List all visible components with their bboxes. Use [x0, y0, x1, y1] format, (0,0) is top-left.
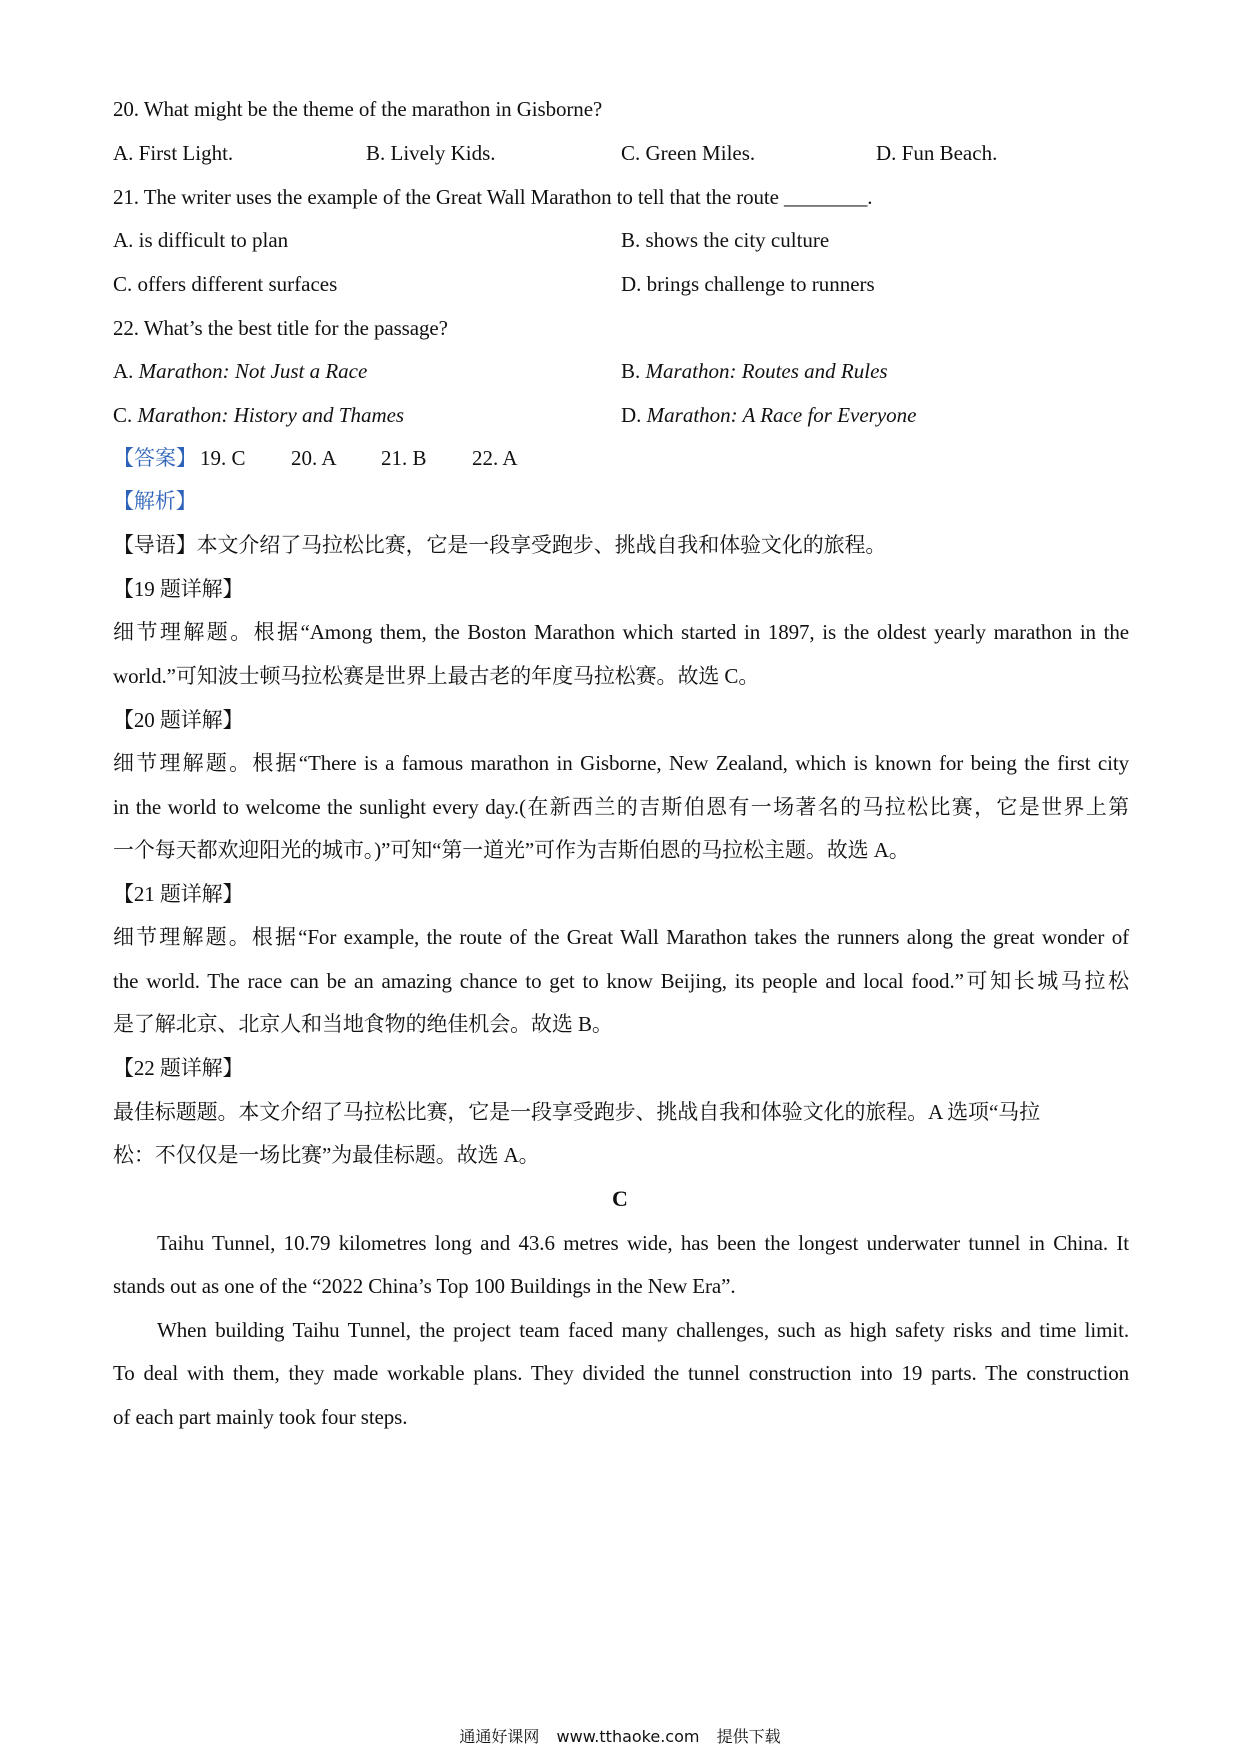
guide-text: 【导语】本文介绍了马拉松比赛，它是一段享受跑步、挑战自我和体验文化的旅程。 — [113, 533, 887, 557]
detail-20-line-2: in the world to welcome the sunlight every day.(在新西兰的吉斯伯恩有一场著名的马拉松比赛，它是世界上第 — [113, 795, 1129, 819]
question-21-options-row-2 — [0, 270, 1240, 298]
question-21-option-b: B. shows the city culture — [621, 228, 830, 252]
question-22-option-b — [621, 357, 888, 385]
page-footer — [0, 1727, 1240, 1747]
option-title: Marathon: Not Just a Race — [138, 359, 368, 383]
option-title: Marathon: History and Thames — [137, 403, 405, 427]
option-letter: C. — [113, 403, 138, 427]
analysis-label: 【解析】 — [113, 489, 197, 513]
question-21-option-c: C. offers different surfaces — [113, 272, 338, 296]
answer-22: 22. A — [472, 446, 518, 470]
detail-22-line-1: 最佳标题题。本文介绍了马拉松比赛，它是一段享受跑步、挑战自我和体验文化的旅程。A 选项“马拉 — [113, 1100, 1040, 1124]
option-letter: D. — [621, 403, 647, 427]
question-20-option-d: D. Fun Beach. — [876, 141, 998, 165]
detail-22-line-2: 松：不仅仅是一场比赛”为最佳标题。故选 A。 — [113, 1143, 540, 1167]
question-20-option-b: B. Lively Kids. — [366, 141, 496, 165]
answer-21: 21. B — [381, 446, 427, 470]
section-c-paragraph-1-line-2: stands out as one of the “2022 China’s Top 100 Buildings in the New Era”. — [113, 1274, 736, 1298]
question-21-stem: 21. The writer uses the example of the Great Wall Marathon to tell that the route ________. — [113, 185, 873, 209]
detail-21-line-1: 细节理解题。根据“For example, the route of the Great Wall Marathon takes the runners along the great wonder of — [113, 925, 1129, 949]
question-20-option-a: A. First Light. — [113, 141, 234, 165]
answer-label: 【答案】 — [113, 446, 197, 470]
detail-21-line-3: 是了解北京、北京人和当地食物的绝佳机会。故选 B。 — [113, 1012, 613, 1036]
detail-19-line-1: 细节理解题。根据“Among them, the Boston Marathon which started in 1897, is the oldest yearly marathon in the — [113, 620, 1129, 644]
question-22-option-c — [113, 401, 404, 429]
option-title: Marathon: Routes and Rules — [645, 359, 888, 383]
answer-19: 19. C — [200, 446, 246, 470]
section-c-title: C — [612, 1186, 628, 1211]
section-c-paragraph-2-line-3: of each part mainly took four steps. — [113, 1405, 408, 1429]
section-c-paragraph-2-line-1: When building Taihu Tunnel, the project team faced many challenges, such as high safety risks and time limit. — [157, 1318, 1129, 1342]
detail-20-heading: 【20 题详解】 — [113, 708, 244, 732]
question-22-stem: 22. What’s the best title for the passage? — [113, 316, 448, 340]
detail-19-heading: 【19 题详解】 — [113, 577, 244, 601]
answer-20: 20. A — [291, 446, 337, 470]
footer-url[interactable]: www.tthaoke.com — [556, 1727, 700, 1746]
option-title: Marathon: A Race for Everyone — [646, 403, 917, 427]
detail-19-line-2: world.”可知波士顿马拉松赛是世界上最古老的年度马拉松赛。故选 C。 — [113, 664, 760, 688]
question-22-option-d — [621, 401, 917, 429]
section-c-paragraph-1-line-1: Taihu Tunnel, 10.79 kilometres long and 43.6 metres wide, has been the longest underwater tunnel in China. It — [157, 1231, 1129, 1255]
question-20-options — [0, 139, 1240, 167]
question-20-option-c: C. Green Miles. — [621, 141, 756, 165]
detail-20-line-3: 一个每天都欢迎阳光的城市。)”可知“第一道光”可作为吉斯伯恩的马拉松主题。故选 A。 — [113, 838, 910, 862]
option-letter: A. — [113, 359, 139, 383]
answer-key — [0, 444, 1240, 472]
question-22-options-row-2 — [0, 401, 1240, 429]
question-22-option-a — [113, 357, 367, 385]
question-21-option-d: D. brings challenge to runners — [621, 272, 875, 296]
question-21-option-a: A. is difficult to plan — [113, 228, 289, 252]
footer-site-name: 通通好课网 — [459, 1727, 540, 1746]
detail-21-line-2: the world. The race can be an amazing chance to get to know Beijing, its people and local food.”可知长城马拉松 — [113, 969, 1129, 993]
detail-20-line-1: 细节理解题。根据“There is a famous marathon in Gisborne, New Zealand, which is known for being the first city — [113, 751, 1129, 775]
footer-note: 提供下载 — [716, 1727, 781, 1746]
question-22-options-row-1 — [0, 357, 1240, 385]
question-21-options-row-1 — [0, 226, 1240, 254]
question-20-stem: 20. What might be the theme of the marathon in Gisborne? — [113, 97, 603, 121]
detail-21-heading: 【21 题详解】 — [113, 882, 244, 906]
option-letter: B. — [621, 359, 646, 383]
detail-22-heading: 【22 题详解】 — [113, 1056, 244, 1080]
section-c-paragraph-2-line-2: To deal with them, they made workable plans. They divided the tunnel construction into 19 parts. The construction — [113, 1361, 1129, 1385]
